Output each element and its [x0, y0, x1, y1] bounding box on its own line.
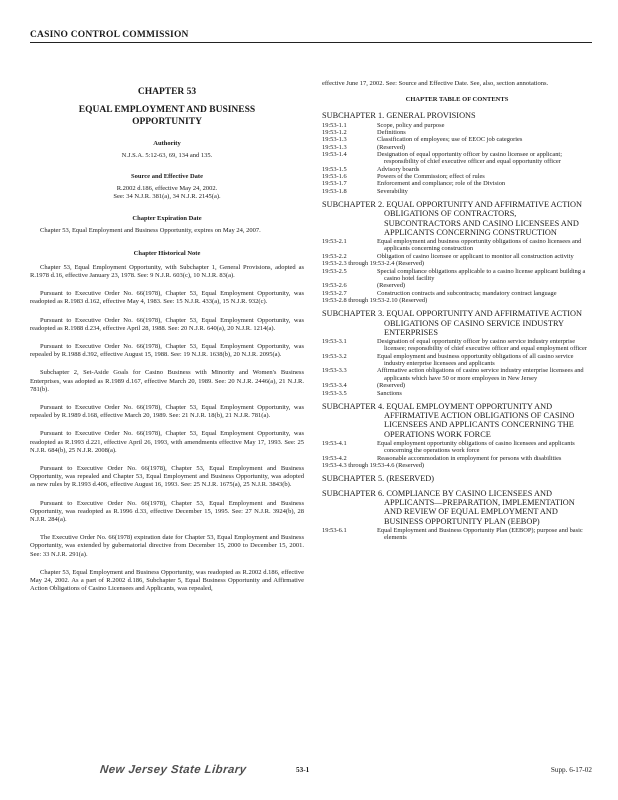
toc-entry — [322, 151, 592, 166]
toc-entry — [322, 367, 592, 382]
chapter-number: CHAPTER 53 — [137, 87, 197, 97]
historical-paragraph: Pursuant to Executive Order No. 66(1978), Chapter 53, Equal Employment and Business Opportunity, was readopted as R.1996 d.33, effective December 15, 1995. See: 27 N.J.R. 3924(b), 28 N.J.R. 284(a). — [30, 499, 304, 524]
historical-note-heading: Chapter Historical Note — [133, 249, 201, 257]
source-line: R.2002 d.186, effective May 24, 2002. — [116, 185, 218, 193]
historical-paragraph: Pursuant to Executive Order No. 66(1978), Chapter 53, Equal Employment and Business Opportunity, was repealed and Chapter 53, Equal Employment and Business Opportunity, was adopted as new rules by R.1993 d.406, effective August 16, 1993. See: 25 N.J.R. 1675(a), 25 N.J.R. 3843(b). — [30, 465, 304, 489]
supplement-date: Supp. 6-17-02 — [550, 766, 592, 774]
chapter-title: EQUAL EMPLOYMENT AND BUSINESS OPPORTUNITY — [78, 105, 256, 127]
subchapter-heading: SUBCHAPTER 5. (RESERVED) — [322, 474, 435, 484]
authority-heading: Authority — [153, 140, 181, 147]
section-title: Designation of equal opportunity officer by casino service industry enterprise licensee; responsibility of chief executive officer and equal employment officer — [377, 338, 587, 353]
historical-paragraph: Chapter 53, Equal Employment and Business Opportunity, was readopted as R.2002 d.186, effective May 24, 2002. As a part of R.2002 d.186, Subchapter 5, Equal Business Opportunity and Affirmative Action Obligations of Casino Licensees and Applicants, was repealed, — [30, 568, 304, 593]
library-watermark-logo: New Jersey State Library — [99, 764, 248, 776]
section-number: 19:53-3.5 — [322, 389, 347, 397]
section-title: (Reserved) — [377, 282, 406, 290]
section-number: 19:53-3.3 — [322, 367, 347, 375]
toc-entry — [322, 382, 592, 389]
authority-text: N.J.S.A. 5:12-63, 69, 134 and 135. — [121, 152, 213, 159]
toc-entry — [322, 253, 592, 260]
section-title: (Reserved) — [377, 382, 406, 390]
section-title: Definitions — [377, 128, 406, 136]
section-number: 19:53-3.1 — [322, 338, 347, 346]
source-text — [30, 185, 304, 201]
toc-entry — [322, 173, 592, 180]
toc-entry — [322, 390, 592, 397]
toc-entry — [322, 180, 592, 187]
toc-entry — [322, 188, 592, 195]
toc-entry — [322, 282, 592, 289]
section-number: 19:53-1.3 — [322, 143, 347, 151]
section-title: Advisory boards — [377, 165, 420, 173]
subchapter-heading: SUBCHAPTER 3. EQUAL OPPORTUNITY AND AFFIRMATIVE ACTION OBLIGATIONS OF CASINO SERVICE INDUSTRY ENTERPRISES — [322, 309, 583, 337]
running-head: CASINO CONTROL COMMISSION — [30, 30, 592, 43]
historical-paragraph: Subchapter 2, Set-Aside Goals for Casino Business with Minority and Women's Business Enterprises, was adopted as R.1989 d.167, effective March 20, 1989. See: 20 N.J.R. 2446(a), 21 N.J.R. 781(b). — [30, 369, 304, 393]
expiration-heading: Chapter Expiration Date — [132, 214, 202, 222]
section-title: Special compliance obligations applicable to a casino license applicant building a casino hotel facility — [377, 267, 586, 282]
section-number: 19:53-2.6 — [322, 282, 347, 290]
toc-entry — [322, 338, 592, 353]
section-number: 19:53-3.2 — [322, 352, 347, 360]
section-title: Scope, policy and purpose — [377, 121, 445, 129]
toc-entry — [322, 268, 592, 283]
historical-paragraph: Pursuant to Executive Order No. 66(1978), Chapter 53, Equal Employment Opportunity, was readopted as R.1993 d.221, effective April 26, 1993, with amendments effective May 17, 1993. See: 25 N.J.R. 684(b), 25 N.J.R. 2008(a). — [30, 430, 304, 454]
toc-entry — [322, 238, 592, 253]
toc-entry-range: 19:53-2.3 through 19:53-2.4 (Reserved) — [322, 260, 425, 268]
source-line: See: 34 N.J.R. 381(a), 34 N.J.R. 2145(a). — [113, 193, 221, 201]
subchapter-heading: SUBCHAPTER 4. EQUAL EMPLOYMENT OPPORTUNITY AND AFFIRMATIVE ACTION OBLIGATIONS OF CASINO LICENSEES AND APPLICANTS CONCERNING THE OPERATIONS WORK FORCE — [322, 401, 575, 439]
section-title: Sanctions — [377, 389, 402, 397]
section-number: 19:53-1.7 — [322, 180, 347, 188]
right-column — [322, 80, 592, 542]
section-title: Powers of the Commission; effect of rules — [377, 172, 485, 180]
section-title: Equal Employment and Business Opportunity Plan (EEBOP); purpose and basic elements — [377, 526, 583, 542]
historical-paragraph: Chapter 53, Equal Employment Opportunity, with Subchapter 1, General Provisions, adopted as R.1978 d.16, effective January 23, 1978. See: 9 N.J.R. 603(c), 10 N.J.R. 83(a). — [30, 263, 304, 280]
section-number: 19:53-2.5 — [322, 267, 347, 275]
section-number: 19:53-1.5 — [322, 165, 347, 173]
toc-entry — [322, 353, 592, 368]
toc-entry-range: 19:53-2.8 through 19:53-2.10 (Reserved) — [322, 296, 428, 304]
section-number: 19:53-3.4 — [322, 382, 347, 390]
section-number: 19:53-1.3 — [322, 136, 347, 144]
section-title: Affirmative action obligations of casino service industry enterprise licensees and applicants which have 50 or more employees in New Jersey — [377, 367, 584, 382]
section-number: 19:53-4.2 — [322, 454, 347, 462]
section-number: 19:53-2.1 — [322, 238, 347, 246]
section-number: 19:53-2.7 — [322, 289, 347, 297]
toc-entry — [322, 122, 592, 129]
section-number: 19:53-1.1 — [322, 121, 347, 129]
toc-entry-range: 19:53-4.3 through 19:53-4.6 (Reserved) — [322, 462, 425, 470]
historical-paragraph: The Executive Order No. 66(1978) expiration date for Chapter 53, Equal Employment and Business Opportunity, was extended by gubernatorial directive from December 15, 2000 to December 15, 2001. See: 33 N.J.R. 291(a). — [30, 534, 304, 558]
section-title: Equal employment opportunity obligations of casino licensees and applicants concerning the operations work force — [377, 440, 575, 455]
section-title: Construction contracts and subcontracts; mandatory contract language — [377, 289, 557, 297]
toc-heading: CHAPTER TABLE OF CONTENTS — [405, 96, 509, 104]
section-title: Enforcement and compliance; role of the Division — [377, 180, 506, 188]
section-number: 19:53-4.1 — [322, 440, 347, 448]
section-number: 19:53-1.6 — [322, 172, 347, 180]
subchapter-heading: SUBCHAPTER 2. EQUAL OPPORTUNITY AND AFFIRMATIVE ACTION OBLIGATIONS OF CONTRACTORS, SUBCONTRACTORS AND CASINO LICENSEES AND APPLICANTS CONCERNING CONSTRUCTION — [322, 199, 583, 237]
table-of-contents — [322, 111, 592, 541]
historical-paragraph: Pursuant to Executive Order No. 66(1978), Chapter 53, Equal Employment Opportunity, was repealed by R.1988 d.392, effective August 15, 1988. See: 19 N.J.R. 1638(b), 20 N.J.R. 2095(a). — [30, 343, 304, 359]
section-title: Classification of employees; use of EEOC job categories — [377, 136, 523, 144]
toc-entry — [322, 527, 592, 542]
page-number: 53-1 — [296, 766, 310, 774]
toc-entry — [322, 136, 592, 143]
subchapter-heading: SUBCHAPTER 1. GENERAL PROVISIONS — [322, 111, 476, 121]
toc-entry — [322, 440, 592, 455]
section-title: Reasonable accommodation in employment for persons with disabilities — [377, 454, 562, 462]
section-title: Designation of equal opportunity officer by casino licensee or applicant; responsibility of chief executive officer and equal opportunity officer — [377, 150, 562, 166]
toc-entry — [322, 144, 592, 151]
source-heading: Source and Effective Date — [131, 173, 203, 181]
expiration-text: Chapter 53, Equal Employment and Business Opportunity, expires on May 24, 2007. — [40, 226, 261, 234]
section-number: 19:53-1.2 — [322, 128, 347, 136]
section-number: 19:53-1.4 — [322, 150, 347, 158]
section-title: (Reserved) — [377, 143, 406, 151]
section-number: 19:53-2.2 — [322, 252, 347, 260]
toc-entry — [322, 166, 592, 173]
section-number: 19:53-1.8 — [322, 187, 347, 195]
historical-paragraph: Pursuant to Executive Order No. 66(1978), Chapter 53, Equal Employment Opportunity, was repealed by R.1989 d.168, effective March 20, 1989. See: 21 N.J.R. 18(b), 21 N.J.R. 781(a). — [30, 404, 304, 420]
toc-entry — [322, 290, 592, 297]
section-title: Severability — [377, 187, 408, 195]
section-title: Obligation of casino licensee or applicant to monitor all construction activity — [377, 252, 574, 260]
section-title: Equal employment and business opportunity obligations of all casino service industry enterprise licensees and applicants — [377, 352, 574, 368]
section-number: 19:53-6.1 — [322, 526, 347, 534]
toc-entry — [322, 129, 592, 136]
subchapter-heading: SUBCHAPTER 6. COMPLIANCE BY CASINO LICENSEES AND APPLICANTS—PREPARATION, IMPLEMENTATION AND REVIEW OF EQUAL EMPLOYMENT AND BUSINESS OPPORTUNITY PLAN (EEBOP) — [322, 488, 575, 526]
historical-paragraph: Pursuant to Executive Order No. 66(1978), Chapter 53, Equal Employment Opportunity, was readopted as R.1988 d.234, effective April 28, 1988. See: 20 N.J.R. 640(a), 20 N.J.R. 1214(a). — [30, 316, 304, 332]
left-column — [30, 82, 304, 604]
toc-entry — [322, 455, 592, 462]
continued-text: effective June 17, 2002. See: Source and Effective Date. See, also, section annotations. — [322, 80, 549, 87]
section-title: Equal employment and business opportunity obligations of casino licensees and applicants concerning construction — [377, 238, 582, 253]
historical-paragraph: Pursuant to Executive Order No. 66(1978), Chapter 53, Equal Employment Opportunity, was readopted as R.1983 d.162, effective May 4, 1983. See: 15 N.J.R. 433(a), 15 N.J.R. 932(c). — [30, 290, 304, 306]
